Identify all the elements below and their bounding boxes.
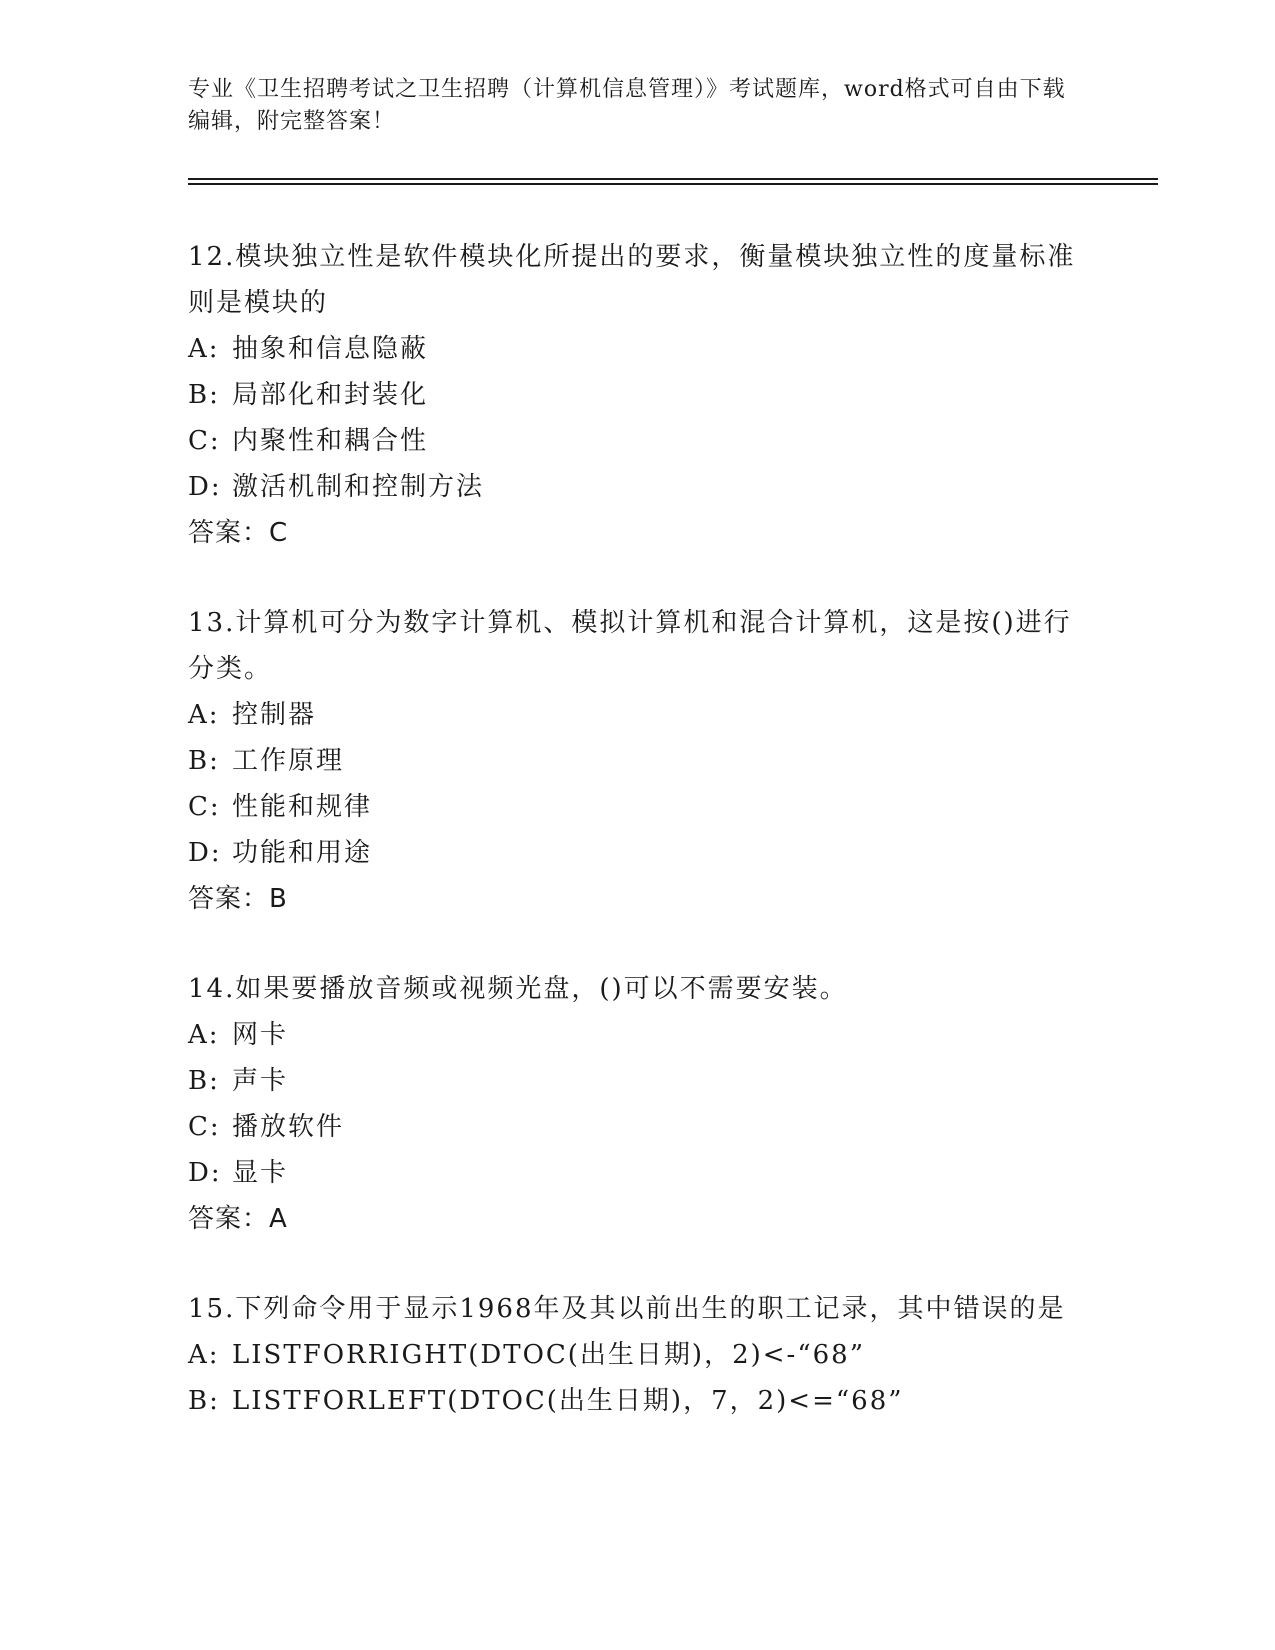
question-14 [188, 966, 1088, 1242]
option-text: 工作原理 [232, 746, 345, 776]
answer-line: 答案：C [188, 518, 289, 548]
question-stem: 15.下列命令用于显示1968年及其以前出生的职工记录，其中错误的是 [188, 1294, 1066, 1324]
option-key: B: [188, 1386, 220, 1416]
option-a [188, 1332, 1088, 1378]
option-key: D: [188, 472, 222, 502]
option-key: B: [188, 1066, 220, 1096]
option-key: B: [188, 746, 220, 776]
answer-line: 答案：B [188, 884, 288, 914]
option-text: 激活机制和控制方法 [232, 472, 485, 502]
option-text: 播放软件 [232, 1112, 345, 1142]
option-b [188, 1378, 1088, 1424]
option-text: 声卡 [232, 1066, 289, 1096]
option-text: 抽象和信息隐蔽 [232, 334, 429, 364]
option-text: 性能和规律 [232, 792, 373, 822]
answer-line: 答案：A [188, 1204, 288, 1234]
option-c [188, 1104, 1088, 1150]
option-text: 功能和用途 [232, 838, 373, 868]
header-divider-top [188, 178, 1158, 180]
document-header-text: 专业《卫生招聘考试之卫生招聘（计算机信息管理）》考试题库，word格式可自由下载编辑，附完整答案！ [188, 77, 1066, 134]
option-text: LISTFORLEFT(DTOC(出生日期)，7，2)<=“68” [232, 1386, 904, 1416]
option-key: A: [188, 1020, 220, 1050]
option-key: D: [188, 838, 222, 868]
question-13 [188, 600, 1088, 922]
option-text: LISTFORRIGHT(DTOC(出生日期)，2)<-“68” [232, 1340, 866, 1370]
option-key: C: [188, 1112, 221, 1142]
option-key: C: [188, 426, 221, 456]
option-text: 显卡 [232, 1158, 289, 1188]
question-stem: 13.计算机可分为数字计算机、模拟计算机和混合计算机，这是按()进行分类。 [188, 608, 1072, 684]
option-key: D: [188, 1158, 222, 1188]
option-a [188, 326, 1088, 372]
header-divider-bottom [188, 183, 1158, 185]
option-b [188, 372, 1088, 418]
option-d [188, 1150, 1088, 1196]
option-text: 网卡 [232, 1020, 289, 1050]
option-text: 内聚性和耦合性 [232, 426, 429, 456]
question-12 [188, 234, 1088, 556]
option-text: 局部化和封装化 [232, 380, 429, 410]
option-key: B: [188, 380, 220, 410]
question-15 [188, 1286, 1088, 1424]
option-key: A: [188, 334, 220, 364]
option-key: C: [188, 792, 221, 822]
option-key: A: [188, 700, 220, 730]
question-stem: 12.模块独立性是软件模块化所提出的要求，衡量模块独立性的度量标准则是模块的 [188, 242, 1076, 318]
option-a [188, 1012, 1088, 1058]
option-a [188, 692, 1088, 738]
option-key: A: [188, 1340, 220, 1370]
option-text: 控制器 [232, 700, 317, 730]
option-b [188, 1058, 1088, 1104]
option-d [188, 464, 1088, 510]
option-d [188, 830, 1088, 876]
question-stem: 14.如果要播放音频或视频光盘，()可以不需要安装。 [188, 974, 848, 1004]
option-b [188, 738, 1088, 784]
option-c [188, 784, 1088, 830]
option-c [188, 418, 1088, 464]
